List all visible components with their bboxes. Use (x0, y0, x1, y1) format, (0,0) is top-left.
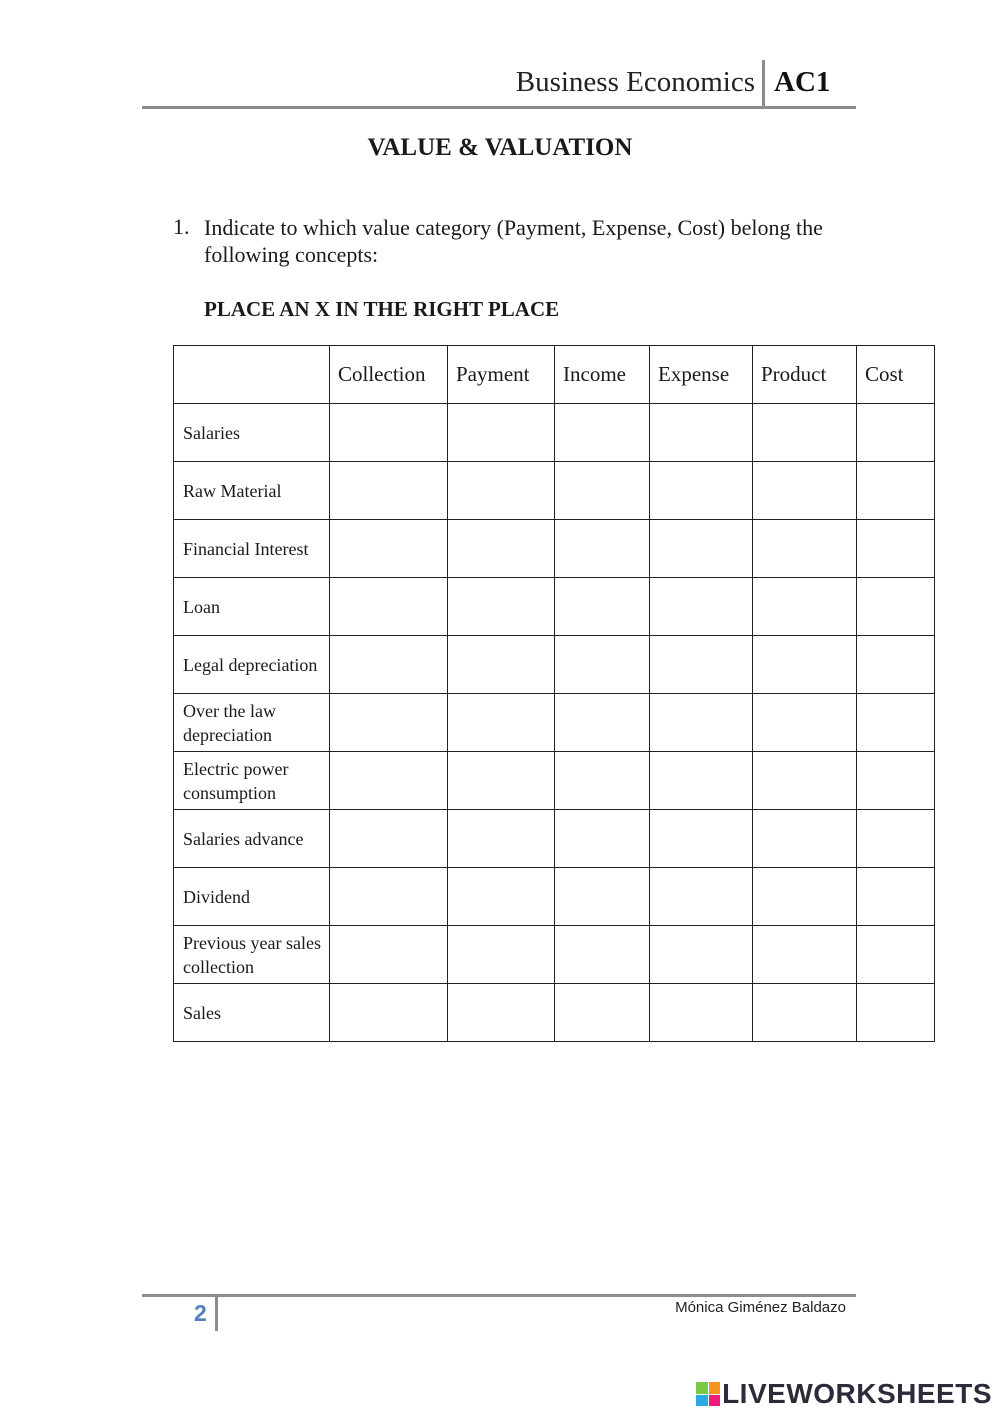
answer-cell-product[interactable] (753, 404, 857, 462)
header-code: AC1 (774, 66, 831, 98)
answer-cell-expense[interactable] (650, 810, 753, 868)
answer-cell-product[interactable] (753, 636, 857, 694)
page-title: VALUE & VALUATION (367, 134, 633, 161)
row-label: Loan (174, 578, 330, 636)
author-name: Mónica Giménez Baldazo (675, 1299, 846, 1316)
answer-cell-income[interactable] (555, 578, 650, 636)
answer-cell-payment[interactable] (448, 636, 555, 694)
question-text: Indicate to which value category (Payment, Expense, Cost) belong the following concepts: (204, 215, 823, 267)
answer-cell-expense[interactable] (650, 636, 753, 694)
answer-cell-expense[interactable] (650, 984, 753, 1042)
answer-cell-collection[interactable] (330, 404, 448, 462)
table-row (174, 636, 935, 694)
answer-cell-collection[interactable] (330, 868, 448, 926)
answer-cell-product[interactable] (753, 520, 857, 578)
answer-cell-payment[interactable] (448, 462, 555, 520)
answer-cell-collection[interactable] (330, 520, 448, 578)
answer-cell-income[interactable] (555, 810, 650, 868)
column-header: Collection (330, 346, 448, 404)
answer-cell-expense[interactable] (650, 752, 753, 810)
answer-cell-income[interactable] (555, 694, 650, 752)
footer-rule (142, 1294, 856, 1297)
answer-cell-income[interactable] (555, 462, 650, 520)
row-label: Previous year sales collection (174, 926, 330, 984)
answer-cell-payment[interactable] (448, 752, 555, 810)
answer-cell-income[interactable] (555, 752, 650, 810)
answer-cell-product[interactable] (753, 810, 857, 868)
table-header-row (174, 346, 935, 404)
row-label: Financial Interest (174, 520, 330, 578)
answer-cell-cost[interactable] (857, 868, 935, 926)
answer-cell-product[interactable] (753, 926, 857, 984)
answer-cell-payment[interactable] (448, 694, 555, 752)
answer-cell-payment[interactable] (448, 868, 555, 926)
answer-cell-product[interactable] (753, 578, 857, 636)
liveworksheets-brand (696, 1376, 992, 1412)
answer-cell-payment[interactable] (448, 810, 555, 868)
answer-cell-income[interactable] (555, 520, 650, 578)
answer-cell-collection[interactable] (330, 984, 448, 1042)
answer-cell-payment[interactable] (448, 578, 555, 636)
classification-table (173, 345, 935, 1042)
table-row (174, 752, 935, 810)
table-row (174, 810, 935, 868)
answer-cell-payment[interactable] (448, 926, 555, 984)
table-row (174, 984, 935, 1042)
answer-cell-cost[interactable] (857, 810, 935, 868)
answer-cell-cost[interactable] (857, 636, 935, 694)
table-row (174, 868, 935, 926)
answer-cell-cost[interactable] (857, 752, 935, 810)
column-header: Product (753, 346, 857, 404)
answer-cell-cost[interactable] (857, 578, 935, 636)
answer-cell-payment[interactable] (448, 520, 555, 578)
table-row (174, 694, 935, 752)
answer-cell-product[interactable] (753, 752, 857, 810)
column-header: Payment (448, 346, 555, 404)
row-label: Legal depreciation (174, 636, 330, 694)
answer-cell-expense[interactable] (650, 520, 753, 578)
answer-cell-collection[interactable] (330, 926, 448, 984)
table-row (174, 404, 935, 462)
answer-cell-collection[interactable] (330, 636, 448, 694)
answer-cell-expense[interactable] (650, 404, 753, 462)
answer-cell-income[interactable] (555, 636, 650, 694)
answer-cell-collection[interactable] (330, 810, 448, 868)
answer-cell-cost[interactable] (857, 404, 935, 462)
answer-cell-collection[interactable] (330, 462, 448, 520)
logo-square (696, 1395, 708, 1407)
row-label: Dividend (174, 868, 330, 926)
answer-cell-collection[interactable] (330, 752, 448, 810)
instruction-text: PLACE AN X IN THE RIGHT PLACE (204, 297, 560, 321)
answer-cell-income[interactable] (555, 868, 650, 926)
answer-cell-cost[interactable] (857, 984, 935, 1042)
table-row (174, 520, 935, 578)
answer-cell-expense[interactable] (650, 578, 753, 636)
table-corner-cell (174, 346, 330, 404)
column-header: Cost (857, 346, 935, 404)
answer-cell-product[interactable] (753, 694, 857, 752)
row-label: Raw Material (174, 462, 330, 520)
answer-cell-expense[interactable] (650, 926, 753, 984)
answer-cell-payment[interactable] (448, 984, 555, 1042)
answer-cell-product[interactable] (753, 984, 857, 1042)
liveworksheets-wordmark: LIVEWORKSHEETS (722, 1378, 992, 1409)
question-number: 1. (173, 214, 190, 239)
answer-cell-cost[interactable] (857, 694, 935, 752)
logo-square (709, 1395, 721, 1407)
answer-cell-income[interactable] (555, 404, 650, 462)
header-rule (142, 106, 856, 109)
answer-cell-income[interactable] (555, 926, 650, 984)
answer-cell-expense[interactable] (650, 694, 753, 752)
row-label: Salaries advance (174, 810, 330, 868)
table-row (174, 926, 935, 984)
row-label: Over the law depreciation (174, 694, 330, 752)
answer-cell-cost[interactable] (857, 926, 935, 984)
row-label: Salaries (174, 404, 330, 462)
answer-cell-collection[interactable] (330, 578, 448, 636)
table-row (174, 462, 935, 520)
table-row (174, 578, 935, 636)
column-header: Expense (650, 346, 753, 404)
header-subject: Business Economics (515, 66, 755, 98)
answer-cell-expense[interactable] (650, 462, 753, 520)
answer-cell-cost[interactable] (857, 520, 935, 578)
header-divider (762, 60, 765, 109)
row-label: Sales (174, 984, 330, 1042)
answer-cell-collection[interactable] (330, 694, 448, 752)
logo-square (709, 1382, 721, 1394)
answer-cell-expense[interactable] (650, 868, 753, 926)
answer-cell-cost[interactable] (857, 462, 935, 520)
liveworksheets-logo-icon (696, 1382, 720, 1406)
footer-divider (215, 1294, 218, 1331)
column-header: Income (555, 346, 650, 404)
answer-cell-payment[interactable] (448, 404, 555, 462)
answer-cell-income[interactable] (555, 984, 650, 1042)
answer-cell-product[interactable] (753, 868, 857, 926)
page-number: 2 (194, 1300, 207, 1326)
logo-square (696, 1382, 708, 1394)
answer-cell-product[interactable] (753, 462, 857, 520)
row-label: Electric power consumption (174, 752, 330, 810)
